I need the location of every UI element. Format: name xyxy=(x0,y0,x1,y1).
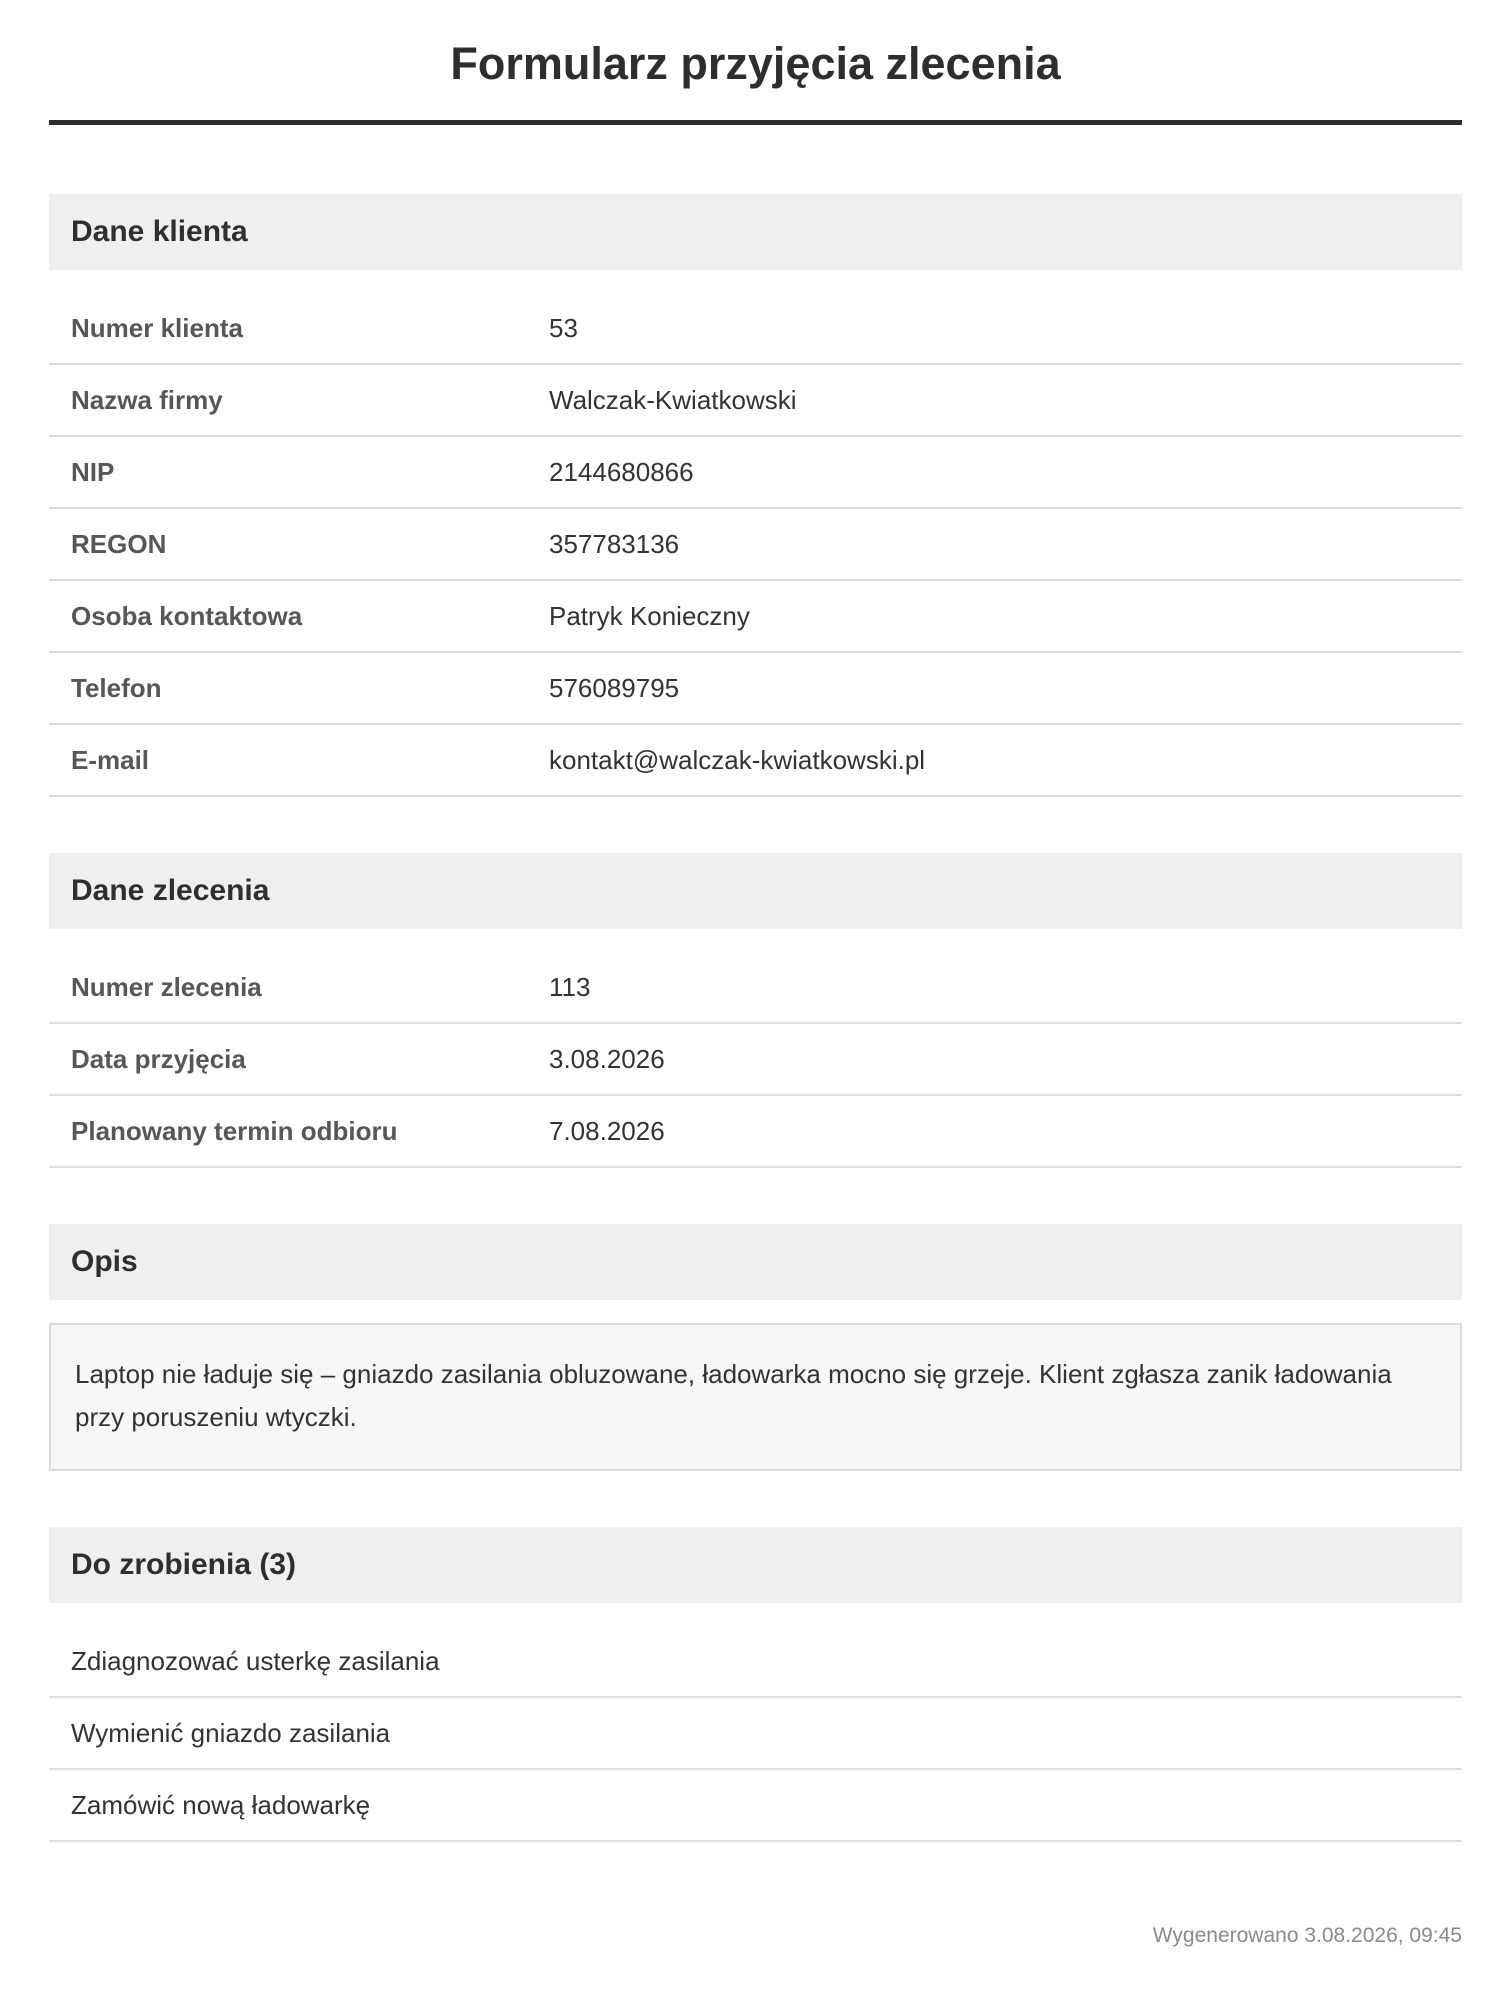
field-label: Nazwa firmy xyxy=(71,384,223,415)
field-label: Planowany termin odbioru xyxy=(71,1115,398,1146)
field-row-regon xyxy=(49,509,1462,581)
generated-timestamp: Wygenerowano 3.08.2026, 09:45 xyxy=(1152,1924,1462,1947)
field-row-phone xyxy=(49,653,1462,725)
field-label: Numer klienta xyxy=(71,312,243,343)
field-value: 2144680866 xyxy=(549,456,694,487)
client-data-table xyxy=(49,293,1462,797)
field-value: kontakt@walczak-kwiatkowski.pl xyxy=(549,744,926,775)
field-label: REGON xyxy=(71,528,167,559)
todo-item: Wymienić gniazdo zasilania xyxy=(49,1698,1462,1770)
field-row-contact-person xyxy=(49,581,1462,653)
section-header-todo: Do zrobienia (3) xyxy=(49,1527,1462,1603)
description-text: Laptop nie ładuje się – gniazdo zasilania obluzowane, ładowarka mocno się grzeje. Klient zgłasza zanik ładowania przy poruszeniu wtyczki. xyxy=(49,1323,1462,1471)
section-header-order: Dane zlecenia xyxy=(49,853,1462,929)
field-value: 7.08.2026 xyxy=(549,1115,665,1146)
field-row-intake-date xyxy=(49,1024,1462,1096)
field-row-client-number xyxy=(49,293,1462,365)
field-value: 3.08.2026 xyxy=(549,1043,665,1074)
section-header-description: Opis xyxy=(49,1224,1462,1300)
field-value: 113 xyxy=(549,971,591,1002)
field-row-nip xyxy=(49,437,1462,509)
field-label: Telefon xyxy=(71,672,162,703)
field-label: Data przyjęcia xyxy=(71,1043,246,1074)
field-row-company-name xyxy=(49,365,1462,437)
field-value: 576089795 xyxy=(549,672,680,703)
field-label: E-mail xyxy=(71,744,150,775)
field-row-pickup-date xyxy=(49,1096,1462,1168)
field-value: 53 xyxy=(549,312,578,343)
field-label: NIP xyxy=(71,456,115,487)
field-row-email xyxy=(49,725,1462,797)
todo-item: Zdiagnozować usterkę zasilania xyxy=(49,1626,1462,1698)
field-row-order-number xyxy=(49,952,1462,1024)
todo-list xyxy=(49,1626,1462,1842)
document-title: Formularz przyjęcia zlecenia xyxy=(49,0,1462,125)
document-page xyxy=(49,0,1462,1842)
todo-item: Zamówić nową ładowarkę xyxy=(49,1770,1462,1842)
order-data-table xyxy=(49,952,1462,1168)
section-header-client: Dane klienta xyxy=(49,194,1462,270)
field-label: Numer zlecenia xyxy=(71,971,262,1002)
field-value: 357783136 xyxy=(549,528,680,559)
field-label: Osoba kontaktowa xyxy=(71,600,303,631)
field-value: Walczak-Kwiatkowski xyxy=(549,384,797,415)
field-value: Patryk Konieczny xyxy=(549,600,750,631)
